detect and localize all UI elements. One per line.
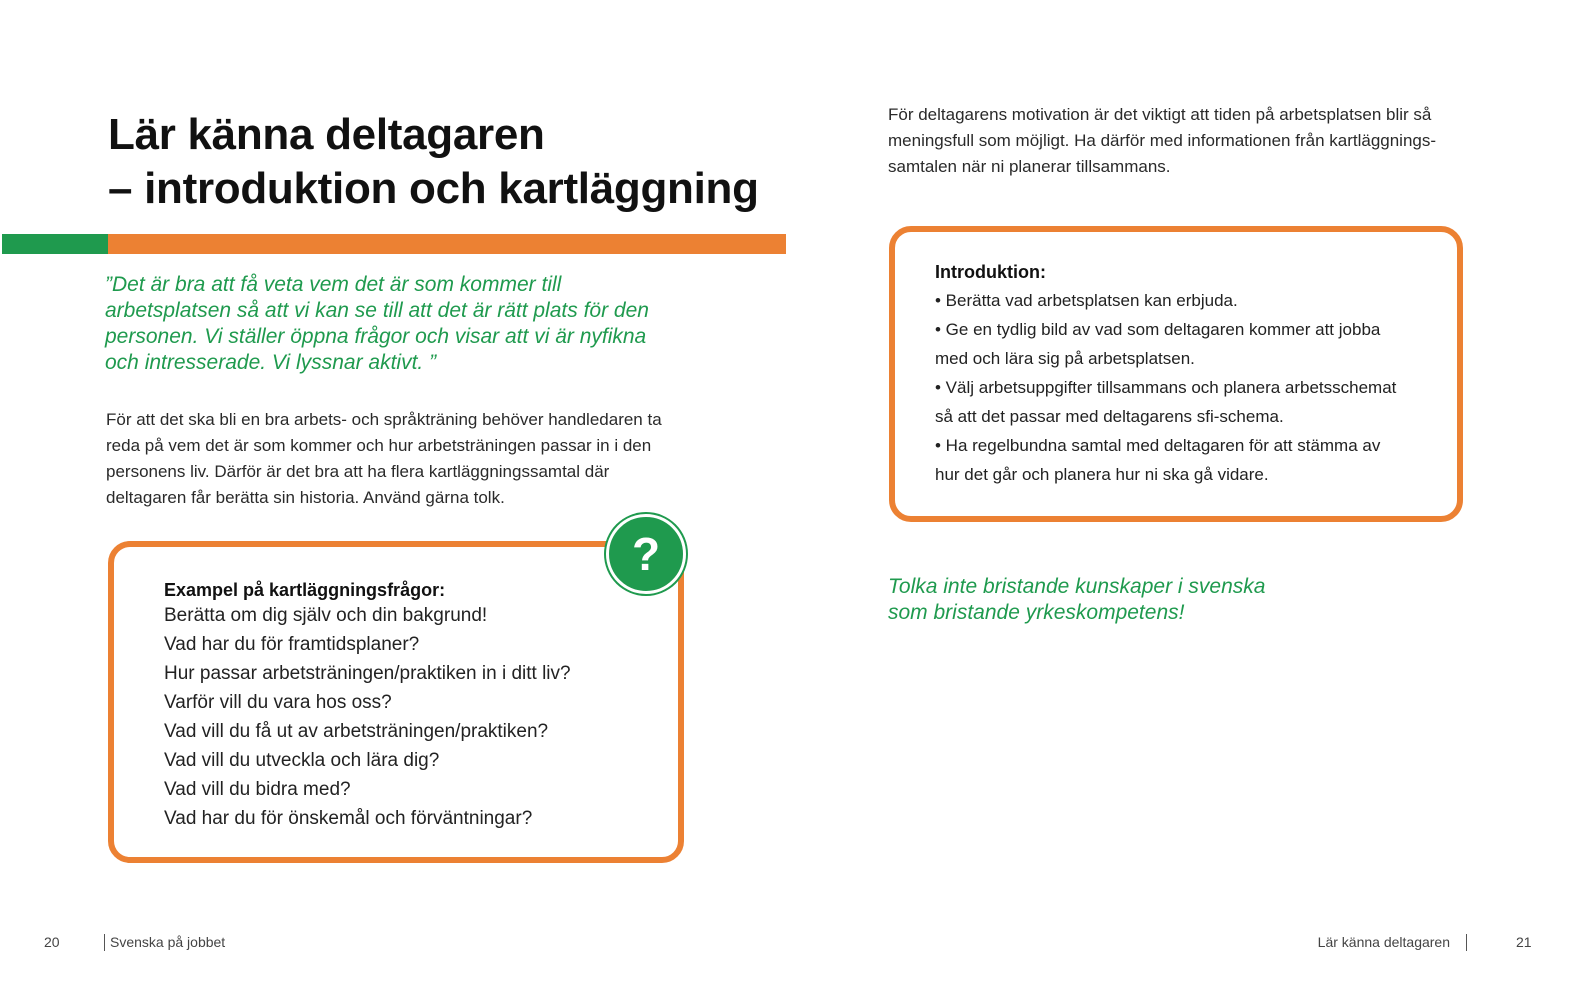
list-item: • Välj arbetsuppgifter tillsammans och planera arbetsschemat så att det passar med deltagarens sfi-schema. (935, 378, 1397, 426)
accent-bar-green (2, 234, 108, 254)
question-mark-icon: ? (606, 514, 686, 594)
list-item: Hur passar arbetsträningen/praktiken in i ditt liv? (164, 663, 571, 684)
page-title (108, 108, 759, 216)
list-item: Vad vill du bidra med? (164, 779, 351, 800)
quote: ”Det är bra att få veta vem det är som kommer till arbetsplatsen så att vi kan se till att det är rätt plats för den personen. Vi ställer öppna frågor och visar att vi är nyfikna och intresserade. Vi lyssnar aktivt. ” (105, 273, 649, 374)
page-number-right: 21 (1516, 934, 1532, 950)
list-item: • Berätta vad arbetsplatsen kan erbjuda. (935, 291, 1238, 310)
footer-divider-right (1466, 934, 1467, 951)
footer-divider-left (104, 934, 105, 951)
body-paragraph: För att det ska bli en bra arbets- och språkträning behöver handledaren ta reda på vem det är som kommer och hur arbetsträningen passar in i den personens liv. Därför är det bra att ha flera kartläggningssamtal där deltagaren får berätta sin historia. Använd gärna tolk. (106, 410, 662, 507)
title-line-1: Lär känna deltagaren (108, 110, 545, 159)
intro-box (889, 226, 1463, 522)
title-line-2: – introduktion och kartläggning (108, 164, 759, 213)
intro-box-title: Introduktion: (935, 262, 1046, 282)
intro-paragraph: För deltagarens motivation är det viktigt att tiden på arbetsplatsen blir så meningsfull som möjligt. Ha därför med informationen från kartläggnings-samtalen när ni planerar tillsammans. (888, 105, 1437, 176)
list-item: • Ha regelbundna samtal med deltagaren för att stämma av hur det går och planera hur ni ska gå vidare. (935, 436, 1381, 484)
list-item: • Ge en tydlig bild av vad som deltagaren kommer att jobba med och lära sig på arbetsplatsen. (935, 320, 1381, 368)
list-item: Varför vill du vara hos oss? (164, 692, 392, 713)
questions-list (164, 601, 678, 833)
questions-box-title: Exampel på kartläggningsfrågor: (164, 580, 446, 600)
questions-box (108, 541, 684, 863)
list-item: Vad vill du få ut av arbetsträningen/praktiken? (164, 721, 549, 742)
list-item: Vad har du för önskemål och förväntningar? (164, 808, 533, 829)
list-item: Berätta om dig själv och din bakgrund! (164, 605, 488, 626)
page-number-left: 20 (44, 934, 60, 950)
intro-list (935, 286, 1407, 489)
footer-label-left: Svenska på jobbet (110, 934, 226, 950)
list-item: Vad har du för framtidsplaner? (164, 634, 420, 655)
accent-bar-orange (108, 234, 786, 254)
footer-label-right: Lär känna deltagaren (1317, 934, 1450, 950)
list-item: Vad vill du utveckla och lära dig? (164, 750, 440, 771)
tip-text: Tolka inte bristande kunskaper i svenska som bristande yrkeskompetens! (888, 575, 1266, 624)
